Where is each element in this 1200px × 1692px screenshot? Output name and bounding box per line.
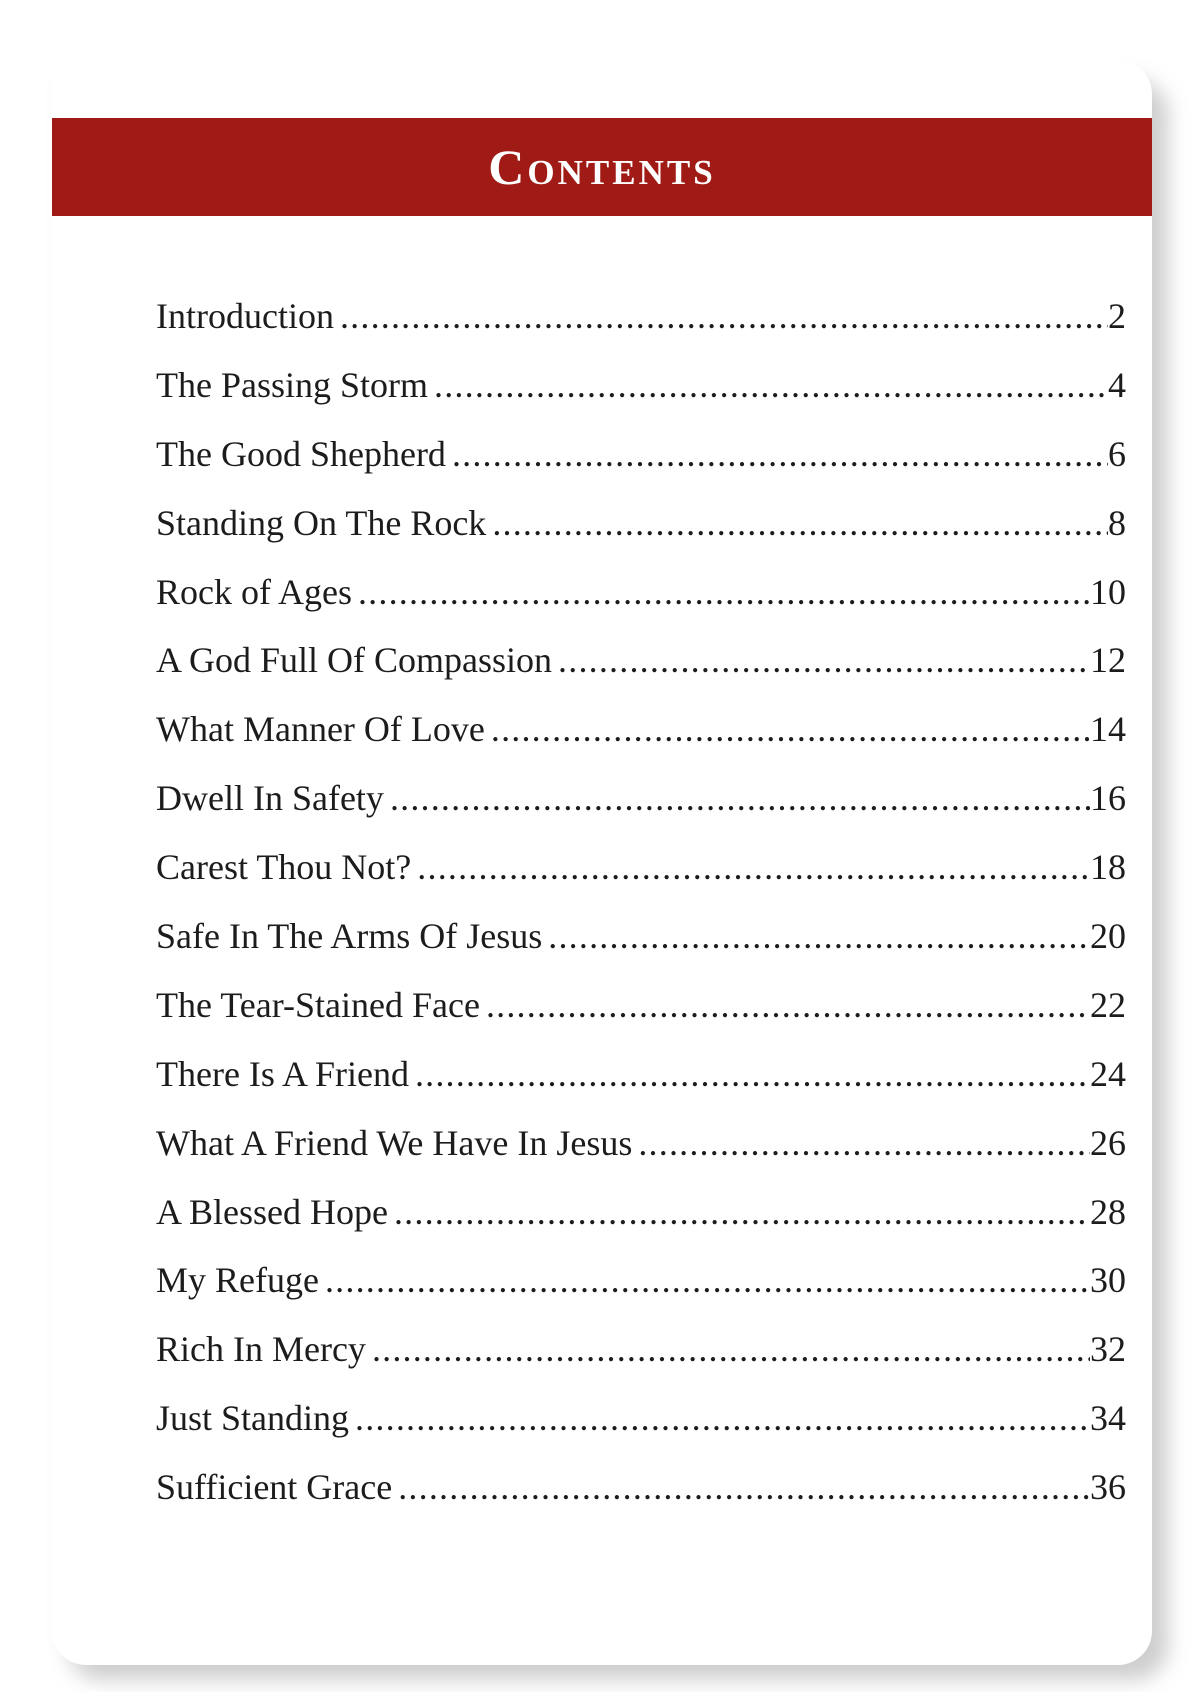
- toc-entry[interactable]: [156, 502, 1126, 571]
- dot-leader: [415, 1053, 1090, 1095]
- toc-entry[interactable]: [156, 1053, 1126, 1122]
- toc-entry[interactable]: [156, 295, 1126, 364]
- toc-entry[interactable]: [156, 639, 1126, 708]
- toc-entry-page-number: 14: [1090, 709, 1126, 750]
- toc-entry-page-number: 36: [1090, 1467, 1126, 1508]
- toc-entry-title: Carest Thou Not?: [156, 847, 412, 888]
- dot-leader: [548, 915, 1090, 957]
- dot-leader: [486, 984, 1090, 1026]
- toc-entry-page-number: 22: [1090, 984, 1126, 1025]
- toc-entry-page-number: 18: [1090, 847, 1126, 888]
- toc-entry-title: Just Standing: [156, 1398, 350, 1439]
- dot-leader: [398, 1466, 1090, 1508]
- toc-entry[interactable]: [156, 1328, 1126, 1397]
- toc-entry-title: What Manner Of Love: [156, 709, 485, 750]
- title-banner: [52, 118, 1152, 216]
- toc-entry-page-number: 32: [1090, 1329, 1126, 1370]
- dot-leader: [355, 1397, 1090, 1439]
- toc-entry-title: The Good Shepherd: [156, 433, 446, 474]
- toc-entry-title: Rock of Ages: [156, 571, 352, 612]
- toc-entry-page-number: 26: [1090, 1122, 1126, 1163]
- dot-leader: [394, 1191, 1090, 1233]
- dot-leader: [390, 777, 1090, 819]
- toc-entry-title: Rich In Mercy: [156, 1329, 366, 1370]
- toc-entry-title: A Blessed Hope: [156, 1191, 388, 1232]
- toc-entry-title: Safe In The Arms Of Jesus: [156, 916, 543, 957]
- toc-entry-title: My Refuge: [156, 1260, 319, 1301]
- toc-entry[interactable]: [156, 915, 1126, 984]
- dot-leader: [417, 846, 1090, 888]
- toc-entry-page-number: 2: [1108, 296, 1126, 336]
- dot-leader: [358, 571, 1090, 613]
- toc-entry[interactable]: [156, 571, 1126, 640]
- toc-entry-page-number: 12: [1090, 640, 1126, 681]
- toc-entry-title: The Tear-Stained Face: [156, 984, 480, 1025]
- toc-entry[interactable]: [156, 1259, 1126, 1328]
- toc-entry-page-number: 6: [1108, 433, 1126, 474]
- toc-entry-title: A God Full Of Compassion: [156, 640, 553, 681]
- dot-leader: [340, 295, 1108, 337]
- toc-entry-page-number: 16: [1090, 778, 1126, 819]
- toc-entry-title: Dwell In Safety: [156, 778, 384, 819]
- toc-entry-page-number: 4: [1108, 364, 1126, 405]
- toc-entry[interactable]: [156, 1122, 1126, 1191]
- toc-entry[interactable]: [156, 708, 1126, 777]
- toc-entry[interactable]: [156, 1191, 1126, 1260]
- dot-leader: [452, 433, 1108, 475]
- dot-leader: [491, 708, 1090, 750]
- toc-entry-title: There Is A Friend: [156, 1053, 409, 1094]
- dot-leader: [372, 1328, 1090, 1370]
- document-page: [52, 60, 1152, 1665]
- dot-leader: [558, 639, 1090, 681]
- table-of-contents: [156, 295, 1126, 1535]
- toc-entry[interactable]: [156, 1466, 1126, 1535]
- toc-entry-title: Introduction: [156, 296, 334, 336]
- toc-entry[interactable]: [156, 777, 1126, 846]
- toc-entry-title: Standing On The Rock: [156, 502, 487, 543]
- dot-leader: [434, 364, 1108, 406]
- toc-entry-page-number: 28: [1090, 1191, 1126, 1232]
- toc-entry[interactable]: [156, 433, 1126, 502]
- toc-entry[interactable]: [156, 364, 1126, 433]
- toc-entry-page-number: 24: [1090, 1053, 1126, 1094]
- page-title: Contents: [488, 139, 716, 195]
- toc-entry-title: The Passing Storm: [156, 364, 429, 405]
- toc-entry[interactable]: [156, 984, 1126, 1053]
- dot-leader: [492, 502, 1108, 544]
- toc-entry-page-number: 10: [1090, 571, 1126, 612]
- dot-leader: [325, 1259, 1090, 1301]
- toc-entry[interactable]: [156, 1397, 1126, 1466]
- toc-entry-page-number: 8: [1108, 502, 1126, 543]
- toc-entry-title: What A Friend We Have In Jesus: [156, 1122, 633, 1163]
- toc-entry-title: Sufficient Grace: [156, 1467, 393, 1508]
- toc-entry-page-number: 34: [1090, 1398, 1126, 1439]
- toc-entry-page-number: 20: [1090, 916, 1126, 957]
- toc-entry[interactable]: [156, 846, 1126, 915]
- toc-entry-page-number: 30: [1090, 1260, 1126, 1301]
- dot-leader: [638, 1122, 1090, 1164]
